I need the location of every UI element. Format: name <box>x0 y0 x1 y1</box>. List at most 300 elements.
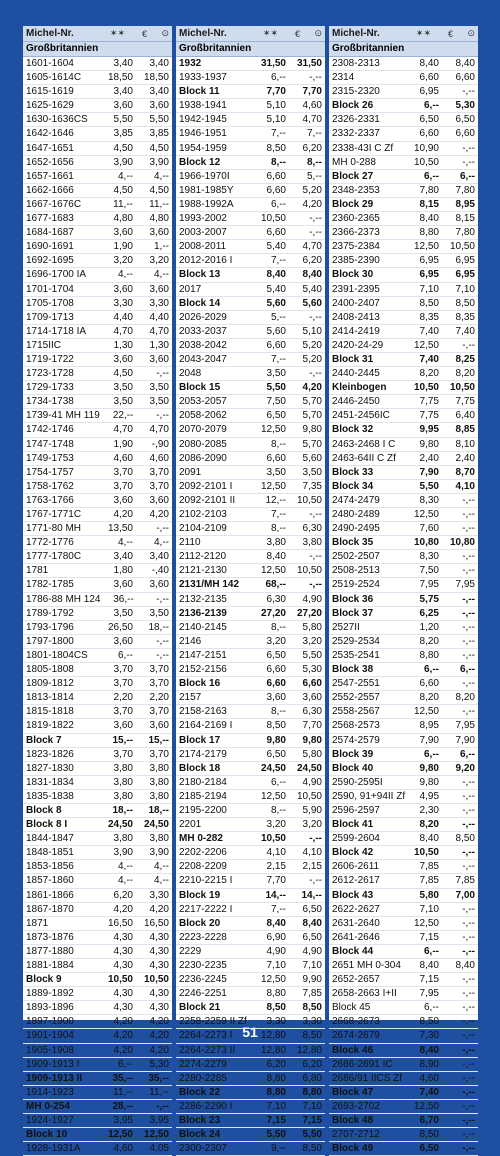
catalog-number: 1793-1796 <box>26 621 74 633</box>
price-mint: 22,-- <box>112 410 134 422</box>
price-used: 5,20 <box>302 353 322 365</box>
price-used: 7,95 <box>455 579 475 591</box>
price-mint: 7,10 <box>266 1100 286 1112</box>
price-used: 10,50 <box>296 494 322 506</box>
price-mint: 3,20 <box>266 635 286 647</box>
catalog-row <box>23 170 172 184</box>
price-used: -,-- <box>309 579 322 591</box>
price-mint: 8,50 <box>266 1002 286 1014</box>
price-mint: 4,70 <box>113 325 133 337</box>
catalog-row <box>329 268 478 282</box>
price-mint: 8,95 <box>419 720 439 732</box>
price-used: 4,10 <box>302 847 322 859</box>
catalog-number: 2658-2663 I+II <box>332 988 397 1000</box>
catalog-number: 2463-64II C Zf <box>332 452 396 464</box>
price-used: 5,80 <box>302 621 322 633</box>
catalog-row <box>176 508 325 522</box>
price-mint: 8,50 <box>266 142 286 154</box>
price-used: 8,20 <box>455 692 475 704</box>
price-used: 4,20 <box>149 1016 169 1028</box>
price-mint: 3,90 <box>113 847 133 859</box>
catalog-row <box>176 480 325 494</box>
price-used: 16,50 <box>143 917 169 929</box>
price-used: -,-- <box>462 847 475 859</box>
price-used: 27,20 <box>296 607 322 619</box>
catalog-row <box>23 71 172 85</box>
catalog-row <box>329 85 478 99</box>
price-mint: 5,60 <box>266 325 286 337</box>
catalog-number: MH 0-288 <box>332 156 376 168</box>
catalog-row <box>23 593 172 607</box>
price-mint: 8,90 <box>419 1058 439 1070</box>
catalog-row <box>23 663 172 677</box>
catalog-row <box>176 395 325 409</box>
price-used: 5,70 <box>302 396 322 408</box>
catalog-number: 2104-2109 <box>179 523 227 535</box>
catalog-number: Block 15 <box>179 382 221 394</box>
price-mint: 4,95 <box>419 790 440 802</box>
price-mint: 13,50 <box>107 523 133 535</box>
price-used: 6,50 <box>455 114 475 126</box>
price-mint: 8,-- <box>271 438 286 450</box>
catalog-row <box>23 607 172 621</box>
catalog-row <box>23 564 172 578</box>
price-mint: 6,60 <box>266 184 286 196</box>
price-used: 4,20 <box>149 903 169 915</box>
catalog-row <box>329 156 478 170</box>
price-mint: 7,90 <box>419 466 439 478</box>
price-mint: 8,20 <box>419 368 439 380</box>
price-mint: 6,-- <box>424 748 439 760</box>
price-mint: 4,50 <box>113 142 133 154</box>
price-used: -,-- <box>309 509 322 520</box>
price-used: -,-- <box>462 1058 475 1070</box>
catalog-number: 1782-1785 <box>26 579 74 591</box>
catalog-number: Block 8 <box>26 804 62 816</box>
catalog-row <box>329 889 478 903</box>
price-mint: 12,80 <box>260 1044 286 1056</box>
catalog-number: Block 46 <box>332 1044 374 1056</box>
price-used: 6,20 <box>302 142 322 154</box>
catalog-number: 1734-1738 <box>26 396 74 408</box>
column-header <box>329 26 478 42</box>
catalog-number: 2668-2673 <box>332 1016 380 1028</box>
price-mint: 7,90 <box>419 734 439 746</box>
price-used: 3,50 <box>149 607 169 619</box>
catalog-row <box>176 790 325 804</box>
catalog-row <box>329 508 478 522</box>
price-used: 11,-- <box>149 198 169 210</box>
catalog-row <box>329 127 478 141</box>
catalog-row <box>329 1142 478 1156</box>
catalog-number: 1763-1766 <box>26 494 74 506</box>
price-mint: 7,-- <box>271 903 286 915</box>
catalog-row <box>23 635 172 649</box>
catalog-number: 2208-2209 <box>179 861 227 873</box>
catalog-row <box>23 762 172 776</box>
price-used: 18,-- <box>148 804 169 816</box>
price-used: 9,90 <box>302 974 322 986</box>
price-used: 4,50 <box>149 184 169 196</box>
price-used: -,-- <box>462 903 475 915</box>
price-used: 6,20 <box>302 255 322 267</box>
catalog-number: 2490-2495 <box>332 523 380 535</box>
price-mint: 4,20 <box>113 1016 133 1028</box>
catalog-number: 1642-1646 <box>26 128 74 140</box>
price-used: 8,95 <box>455 198 475 210</box>
price-used: 4,20 <box>149 1044 169 1056</box>
catalog-number: Block 7 <box>26 734 62 746</box>
price-mint: 12,50 <box>413 917 439 929</box>
price-mint: 7,95 <box>419 579 439 591</box>
catalog-number: Block 23 <box>179 1115 221 1127</box>
catalog-row <box>329 99 478 113</box>
catalog-number: 2080-2085 <box>179 438 227 450</box>
price-used: -,-- <box>156 635 169 647</box>
catalog-row <box>23 198 172 212</box>
catalog-row <box>23 353 172 367</box>
catalog-number: 1749-1753 <box>26 452 74 464</box>
used-postmark-icon: ⊙ <box>314 28 322 38</box>
price-mint: 4,30 <box>113 945 133 957</box>
price-mint: 4,90 <box>266 945 286 957</box>
catalog-row <box>23 85 172 99</box>
price-used: 8,50 <box>302 1030 322 1042</box>
price-mint: 5,50 <box>419 480 439 492</box>
price-mint: 7,15 <box>419 931 439 943</box>
price-used: -,-- <box>462 142 475 154</box>
catalog-number: 2558-2567 <box>332 706 380 718</box>
catalog-row <box>329 959 478 973</box>
catalog-number: 1932 <box>179 58 202 69</box>
catalog-row <box>176 931 325 945</box>
catalog-row <box>329 395 478 409</box>
catalog-number: 2264-2273 I <box>179 1030 233 1042</box>
catalog-number: Block 38 <box>332 664 374 676</box>
catalog-number: 1723-1728 <box>26 368 74 380</box>
catalog-row <box>176 268 325 282</box>
price-mint: 2,15 <box>266 861 286 873</box>
price-used: 4,-- <box>154 269 169 281</box>
price-used: -,-- <box>462 565 475 577</box>
catalog-row <box>176 57 325 71</box>
price-used: 10,80 <box>449 537 475 549</box>
catalog-number: 2408-2413 <box>332 311 380 323</box>
catalog-row <box>329 1114 478 1128</box>
catalog-row <box>176 127 325 141</box>
price-used: 5,10 <box>302 325 322 337</box>
price-used: 3,30 <box>149 889 169 901</box>
catalog-number: 2332-2337 <box>332 128 380 140</box>
price-used: 4,50 <box>149 142 169 154</box>
price-mint: 5,10 <box>266 100 286 112</box>
column-header-label: Michel-Nr. <box>179 28 227 39</box>
price-used: -,-- <box>309 875 322 887</box>
price-used: 3,50 <box>149 396 169 408</box>
price-used: 2,40 <box>455 452 475 464</box>
catalog-row <box>329 353 478 367</box>
catalog-row <box>176 1100 325 1114</box>
catalog-number: 2612-2617 <box>332 875 380 887</box>
price-mint: 4,20 <box>113 509 133 520</box>
catalog-row <box>23 691 172 705</box>
price-used: -,-- <box>462 1100 475 1112</box>
catalog-row <box>329 142 478 156</box>
price-mint: 12,50 <box>413 509 439 520</box>
catalog-number: 1873-1876 <box>26 931 74 943</box>
price-mint: 12,50 <box>413 241 439 253</box>
catalog-number: 1605-1614C <box>26 72 82 84</box>
catalog-row <box>23 452 172 466</box>
catalog-row <box>329 578 478 592</box>
catalog-number: 1801-1804CS <box>26 649 88 661</box>
catalog-row <box>329 423 478 437</box>
catalog-number: 1705-1708 <box>26 297 74 309</box>
catalog-number: 1905-1908 <box>26 1044 74 1056</box>
catalog-number: 1690-1691 <box>26 241 74 253</box>
price-used: 3,60 <box>149 494 169 506</box>
catalog-number: 2651 MH 0-304 <box>332 960 401 971</box>
catalog-number: Block 22 <box>179 1086 221 1098</box>
price-used: -,-- <box>462 86 475 98</box>
catalog-row <box>23 776 172 790</box>
price-mint: 68,-- <box>265 579 286 591</box>
catalog-number: 2174-2179 <box>179 748 227 760</box>
catalog-number: 2121-2130 <box>179 565 227 577</box>
price-used: 4,20 <box>149 1030 169 1042</box>
price-mint: 6,30 <box>266 593 286 605</box>
price-used: 10,50 <box>449 241 475 253</box>
price-used: 4,30 <box>149 945 169 957</box>
catalog-number: 1719-1722 <box>26 353 74 365</box>
mint-never-hinged-icon: ✶✶ <box>262 28 278 38</box>
price-used: 31,50 <box>296 58 322 69</box>
price-used: 4,20 <box>149 509 169 520</box>
price-used: 10,50 <box>296 565 322 577</box>
catalog-number: 2086-2090 <box>179 452 227 464</box>
catalog-row <box>23 508 172 522</box>
price-used: 3,80 <box>149 762 169 774</box>
catalog-number: 2652-2657 <box>332 974 380 986</box>
price-mint: 3,60 <box>113 353 133 365</box>
catalog-number: 2420-24-29 <box>332 339 384 351</box>
catalog-row <box>23 705 172 719</box>
price-mint: 1,30 <box>113 339 133 351</box>
price-mint: 3,60 <box>266 692 286 704</box>
catalog-row <box>329 1044 478 1058</box>
price-used: 6,-- <box>460 170 475 182</box>
euro-currency-icon: € <box>447 28 453 39</box>
price-used: 6,-- <box>460 748 475 760</box>
catalog-row <box>176 635 325 649</box>
price-used: 4,70 <box>149 325 169 337</box>
price-used: 7,10 <box>302 1100 322 1112</box>
column-header-label: Michel-Nr. <box>332 28 380 39</box>
catalog-number: 1823-1826 <box>26 748 74 760</box>
price-used: 10,50 <box>449 382 475 394</box>
catalog-row <box>329 874 478 888</box>
catalog-number: 1696-1700 IA <box>26 269 87 281</box>
price-used: -,-- <box>156 593 169 605</box>
catalog-row <box>23 522 172 536</box>
price-mint: 8,-- <box>271 523 286 535</box>
catalog-row <box>329 409 478 423</box>
price-used: 9,80 <box>302 734 322 746</box>
price-mint: 12,80 <box>260 1030 286 1042</box>
price-used: 1,-- <box>154 241 169 253</box>
price-used: 4,05 <box>149 1143 169 1155</box>
catalog-number: Block 20 <box>179 917 221 929</box>
catalog-row <box>23 832 172 846</box>
catalog-number: 2474-2479 <box>332 494 380 506</box>
price-used: 7,15 <box>302 1115 322 1127</box>
catalog-number: 2366-2373 <box>332 227 380 239</box>
price-mint: 9,80 <box>266 734 286 746</box>
price-used: 8,85 <box>455 424 475 436</box>
catalog-row <box>176 607 325 621</box>
price-used: -,-- <box>156 410 169 422</box>
catalog-number: Block 48 <box>332 1115 374 1127</box>
catalog-number: 2043-2047 <box>179 353 227 365</box>
catalog-row <box>176 550 325 564</box>
catalog-row <box>23 677 172 691</box>
catalog-number: 1813-1814 <box>26 692 74 704</box>
price-used: 8,25 <box>455 353 475 365</box>
catalog-row <box>176 409 325 423</box>
catalog-row <box>329 325 478 339</box>
price-mint: 6,60 <box>266 170 286 182</box>
catalog-row <box>329 466 478 480</box>
price-mint: 7,10 <box>419 283 439 295</box>
price-mint: 24,50 <box>260 762 286 774</box>
catalog-row <box>329 339 478 353</box>
catalog-row <box>176 917 325 931</box>
catalog-number: 1942-1945 <box>179 114 227 126</box>
price-used: 3,70 <box>149 664 169 676</box>
price-used: -,-- <box>462 1115 475 1127</box>
price-used: -,-- <box>462 776 475 788</box>
price-mint: 5,10 <box>266 114 286 126</box>
catalog-row <box>23 325 172 339</box>
price-mint: 6,-- <box>271 776 286 788</box>
price-used: 4,90 <box>302 776 322 788</box>
catalog-row <box>176 226 325 240</box>
price-used: 3,40 <box>149 86 169 98</box>
price-used: 7,10 <box>455 283 475 295</box>
catalog-row <box>23 874 172 888</box>
catalog-row <box>23 860 172 874</box>
price-used: 10,50 <box>296 790 322 802</box>
price-used: 3,40 <box>149 551 169 563</box>
catalog-row <box>23 297 172 311</box>
catalog-row <box>329 705 478 719</box>
catalog-row <box>23 945 172 959</box>
price-mint: 7,60 <box>419 523 439 535</box>
price-mint: 1,80 <box>113 565 133 577</box>
country-section-title: Großbritannien <box>23 42 172 57</box>
price-mint: 5,50 <box>266 1129 286 1141</box>
catalog-row <box>23 466 172 480</box>
catalog-row <box>329 367 478 381</box>
price-used: 5,20 <box>302 184 322 196</box>
catalog-row <box>176 705 325 719</box>
catalog-row <box>176 240 325 254</box>
catalog-row <box>329 550 478 564</box>
catalog-number: 2527II <box>332 621 360 633</box>
price-used: 3,80 <box>149 776 169 788</box>
price-mint: 3,80 <box>113 762 133 774</box>
price-mint: 9,-- <box>271 1143 286 1155</box>
catalog-number: MH 0-254 <box>26 1100 70 1112</box>
catalog-number: Block 31 <box>332 353 374 365</box>
price-used: 3,30 <box>149 297 169 309</box>
catalog-number: 1871 <box>26 917 49 929</box>
used-postmark-icon: ⊙ <box>467 28 475 38</box>
price-used: 6,80 <box>302 1072 322 1084</box>
price-used: 6,20 <box>302 1058 322 1070</box>
price-used: 6,95 <box>455 255 475 267</box>
price-used: -,-- <box>462 945 475 957</box>
catalog-row <box>176 311 325 325</box>
price-mint: 24,50 <box>107 819 133 831</box>
catalog-number: 1677-1683 <box>26 213 74 225</box>
price-used: 7,85 <box>302 988 322 1000</box>
catalog-number: Block 14 <box>179 297 221 309</box>
price-mint: 11,-- <box>113 198 133 210</box>
price-mint: 7,-- <box>271 353 286 365</box>
catalog-row <box>23 818 172 832</box>
price-mint: 6,-- <box>424 170 439 182</box>
price-mint: 4,50 <box>113 184 133 196</box>
price-used: 9,20 <box>455 762 475 774</box>
catalog-row <box>23 57 172 71</box>
catalog-row <box>329 734 478 748</box>
price-used: 4,70 <box>302 241 322 253</box>
price-used: 7,10 <box>302 960 322 971</box>
price-mint: 3,60 <box>113 494 133 506</box>
catalog-number: Block 11 <box>179 86 220 98</box>
price-used: -,-- <box>462 494 475 506</box>
price-mint: 3,95 <box>113 1115 133 1127</box>
price-used: 3,60 <box>302 692 322 704</box>
price-mint: 9,80 <box>419 438 439 450</box>
price-mint: 6,60 <box>266 452 286 464</box>
catalog-row <box>23 1142 172 1156</box>
price-mint: 8,-- <box>271 706 286 718</box>
price-mint: 3,70 <box>113 664 133 676</box>
catalog-number: 1754-1757 <box>26 466 74 478</box>
catalog-row <box>329 452 478 466</box>
catalog-number: 2360-2365 <box>332 213 380 225</box>
price-mint: 3,80 <box>113 833 133 845</box>
catalog-number: 1827-1830 <box>26 762 74 774</box>
catalog-number: 2136-2139 <box>179 607 227 619</box>
catalog-row <box>176 423 325 437</box>
catalog-row <box>176 804 325 818</box>
price-used: 4,30 <box>149 1002 169 1014</box>
catalog-row <box>176 438 325 452</box>
catalog-number: 2038-2042 <box>179 339 227 351</box>
price-mint: 6,60 <box>266 227 286 239</box>
catalog-number: 1909-1913 II <box>26 1072 83 1084</box>
price-used: 4,70 <box>149 424 169 436</box>
catalog-number: 2385-2390 <box>332 255 380 267</box>
price-mint: 15,-- <box>112 734 133 746</box>
catalog-row <box>329 621 478 635</box>
price-used: 8,50 <box>455 297 475 309</box>
catalog-number: 2590, 91+94II Zf <box>332 790 406 802</box>
price-used: 4,80 <box>149 213 169 225</box>
